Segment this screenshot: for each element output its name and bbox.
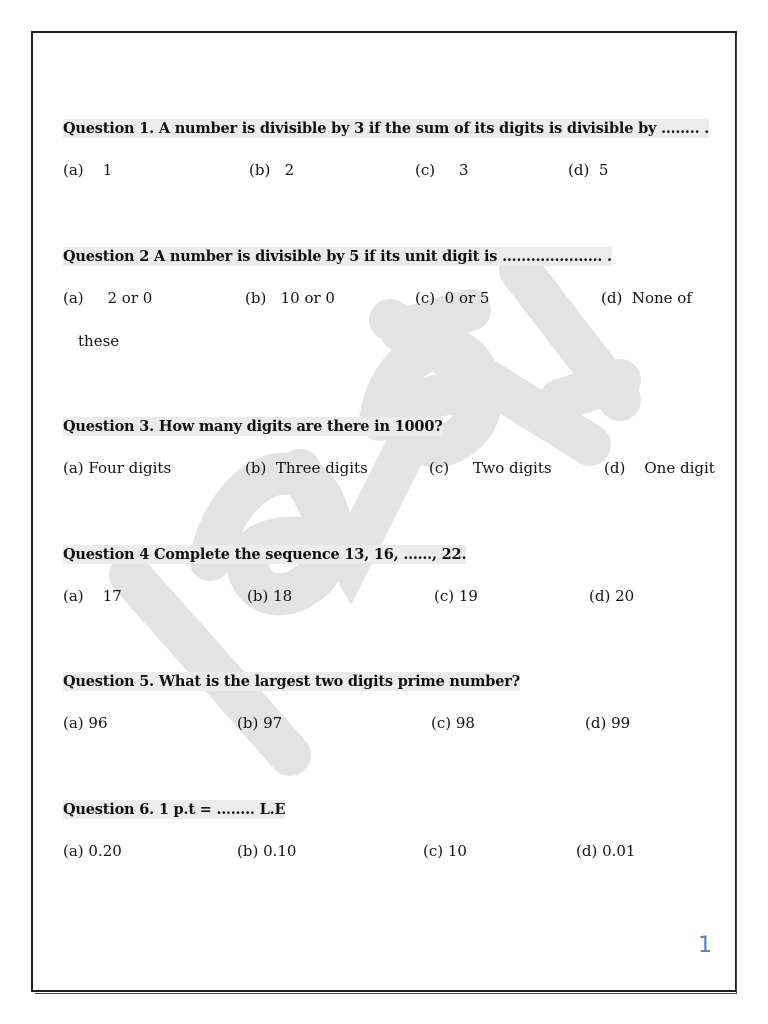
option-c: (c) 0 or 5 [415,289,490,307]
option-c: (c) Two digits [429,459,552,477]
option-b: (b) 2 [249,161,295,179]
question-title: Question 3. How many digits are there in 1000? [63,418,443,435]
question-title: Question 5. What is the largest two digits prime number? [63,673,520,690]
question-title: Question 2 A number is divisible by 5 if its unit digit is ………………… . [63,248,612,265]
option-d: (d) 99 [585,714,631,732]
option-d: (d) 20 [589,587,635,605]
question-title: Question 4 Complete the sequence 13, 16, ……, 22. [63,546,467,563]
option-b: (b) Three digits [245,459,368,477]
option-c: (c) 10 [423,842,467,860]
option-d: (d) 5 [568,161,609,179]
option-d: (d) 0.01 [576,842,636,860]
option-c: (c) 19 [434,587,478,605]
question-title: Question 1. A number is divisible by 3 if the sum of its digits is divisible by …….. . [63,120,710,137]
option-a: (a) 2 or 0 [63,289,153,307]
option-b: (b) 97 [237,714,283,732]
option-a: (a) 96 [63,714,108,732]
option-c: (c) 98 [431,714,475,732]
option-c: (c) 3 [415,161,469,179]
question-title: Question 6. 1 p.t = …….. L.E [63,801,286,818]
option-b: (b) 0.10 [237,842,297,860]
option-a: (a) Four digits [63,459,172,477]
option-d: (d) None of [601,289,692,307]
option-d: (d) One digit [604,459,715,477]
option-a: (a) 0.20 [63,842,122,860]
option-b: (b) 18 [247,587,293,605]
page-number: 1 [698,933,712,958]
option-b: (b) 10 or 0 [245,289,335,307]
option-d-continued: these [78,332,120,350]
option-a: (a) 17 [63,587,122,605]
option-a: (a) 1 [63,161,113,179]
